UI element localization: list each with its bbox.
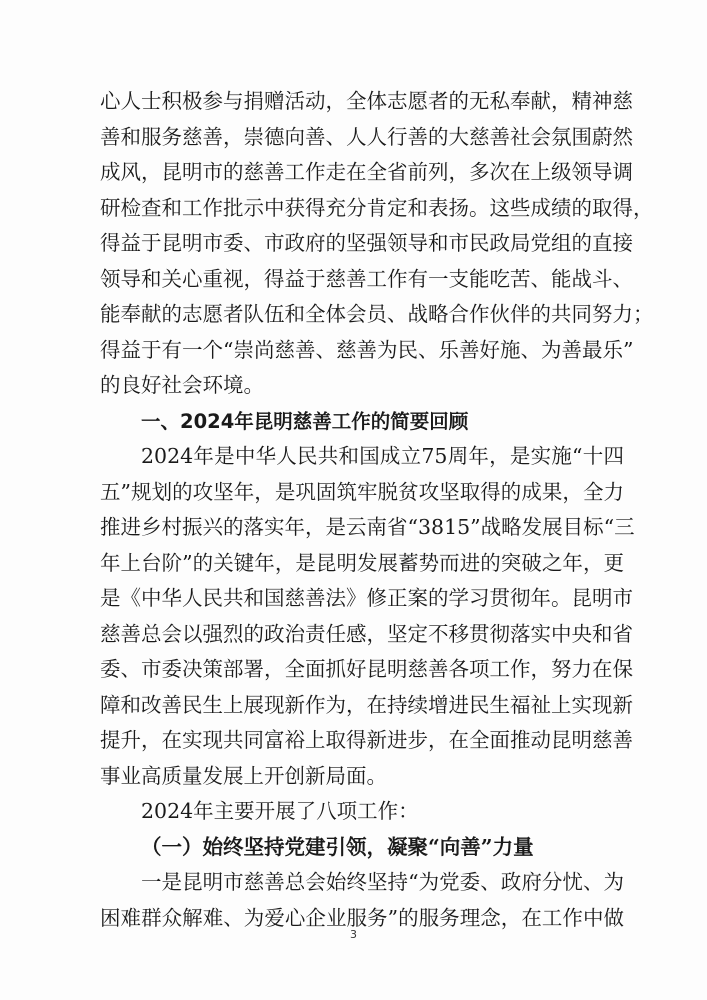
- text-line: 障和改善民生上展现新作为，在持续增进民生福祉上实现新: [100, 692, 633, 717]
- text-line: 2024年是中华人民共和国成立75周年，是实施“十四: [141, 444, 624, 468]
- text-line: 的良好社会环境。: [100, 373, 264, 397]
- text-line: 五”规划的攻坚年，是巩固筑牢脱贫攻坚取得的成果，全力: [100, 479, 624, 504]
- section-heading: 一、2024年昆明慈善工作的简要回顾: [141, 409, 469, 433]
- text-line: 一是昆明市慈善总会始终坚持“为党委、政府分忧、为: [141, 870, 624, 894]
- text-line: 能奉献的志愿者队伍和全体会员、战略合作伙伴的共同努力；: [100, 302, 654, 326]
- text-line: 是《中华人民共和国慈善法》修正案的学习贯彻年。昆明市: [100, 586, 633, 610]
- text-line: 困难群众解难、为爱心企业服务”的服务理念，在工作中做: [100, 905, 624, 930]
- text-line: 善和服务慈善，崇德向善、人人行善的大慈善社会氛围蔚然: [100, 124, 633, 149]
- page-number: 3: [350, 928, 357, 941]
- subsection-heading: （一）始终坚持党建引领，凝聚“向善”力量: [141, 834, 534, 859]
- text-line: 委、市委决策部署，全面抓好昆明慈善各项工作，努力在保: [100, 657, 633, 681]
- text-line: 慈善总会以强烈的政治责任感，坚定不移贯彻落实中央和省: [100, 621, 633, 646]
- text-line: 成风，昆明市的慈善工作走在全省前列，多次在上级领导调: [100, 160, 633, 184]
- text-line: 年上台阶”的关键年，是昆明发展蓄势而进的突破之年，更: [100, 550, 624, 575]
- text-line: 事业高质量发展上开创新局面。: [100, 763, 387, 788]
- text-line: 心人士积极参与捐赠活动，全体志愿者的无私奉献，精神慈: [100, 89, 633, 113]
- text-line: 提升，在实现共同富裕上取得新进步，在全面推动昆明慈善: [100, 728, 633, 752]
- text-line: 2024年主要开展了八项工作：: [141, 799, 419, 823]
- text-line: 研检查和工作批示中获得充分肯定和表扬。这些成绩的取得，: [100, 195, 654, 220]
- text-line: 得益于有一个“崇尚慈善、慈善为民、乐善好施、为善最乐”: [100, 337, 634, 362]
- text-line: 得益于昆明市委、市政府的坚强领导和市民政局党组的直接: [100, 231, 633, 255]
- text-line: 推进乡村振兴的落实年，是云南省“3815”战略发展目标“三: [100, 515, 635, 539]
- text-line: 领导和关心重视，得益于慈善工作有一支能吃苦、能战斗、: [100, 266, 633, 291]
- document-body: [100, 84, 654, 936]
